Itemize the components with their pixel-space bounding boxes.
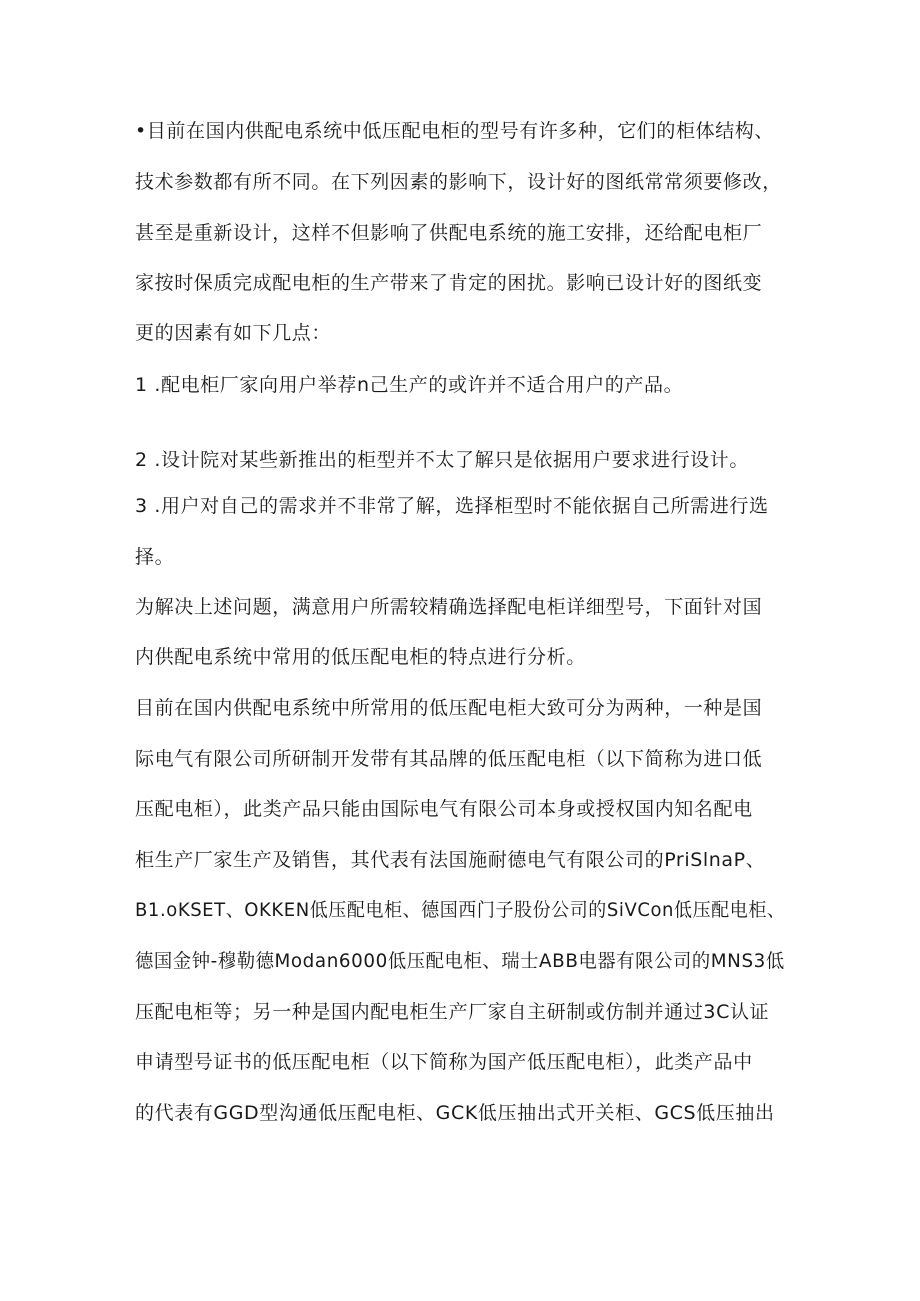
paragraph-line: 目前在国内供配电系统中所常用的低压配电柜大致可分为两种，一种是国 (135, 697, 763, 719)
paragraph-line: 压配电柜等；另一种是国内配电柜生产厂家自主研制或仿制并通过3C认证 (135, 1001, 770, 1023)
paragraph-line: 更的因素有如下几点： (135, 322, 332, 344)
list-item-3-continued: 择。 (135, 546, 175, 568)
list-item-3: 3 .用户对自己的需求并不非常了解，选择柜型时不能依据自己所需进行选 (135, 495, 769, 517)
paragraph-line: 柜生产厂家生产及销售，其代表有法国施耐德电气有限公司的PriSlnaP、 (135, 849, 766, 871)
paragraph-line: 际电气有限公司所研制开发带有其品牌的低压配电柜（以下简称为进口低 (135, 748, 763, 770)
paragraph-line: 家按时保质完成配电柜的生产带来了肯定的困扰。影响已设计好的图纸变 (135, 272, 763, 294)
paragraph-line: 德国金钟-穆勒德Modan6000低压配电柜、瑞士ABB电器有限公司的MNS3低 (135, 950, 785, 972)
paragraph-line: 内供配电系统中常用的低压配电柜的特点进行分析。 (135, 646, 586, 668)
list-item-1: 1 .配电柜厂家向用户举荐n己生产的或许并不适合用户的产品。 (135, 374, 684, 396)
list-item-2: 2 .设计院对某些新推出的柜型并不太了解只是依据用户要求进行设计。 (135, 449, 749, 471)
paragraph-line: B1.oKSET、OKKEN低压配电柜、德国西门子股份公司的SiVCon低压配电柜、 (135, 899, 786, 921)
paragraph-line: 的代表有GGD型沟通低压配电柜、GCK低压抽出式开关柜、GCS低压抽出 (135, 1102, 775, 1124)
paragraph-line: 甚至是重新设计，这样不但影响了供配电系统的施工安排，还给配电柜厂 (135, 222, 763, 244)
paragraph-line: •目前在国内供配电系统中低压配电柜的型号有许多种，它们的柜体结构、 (135, 120, 775, 142)
paragraph-line: 技术参数都有所不同。在下列因素的影响下，设计好的图纸常常须要修改， (135, 171, 782, 193)
paragraph-line: 压配电柜），此类产品只能由国际电气有限公司本身或授权国内知名配电 (135, 798, 753, 820)
paragraph-line: 为解决上述问题，满意用户所需较精确选择配电柜详细型号，下面针对国 (135, 596, 763, 618)
paragraph-line: 申请型号证书的低压配电柜（以下简称为国产低压配电柜），此类产品中 (135, 1051, 753, 1073)
